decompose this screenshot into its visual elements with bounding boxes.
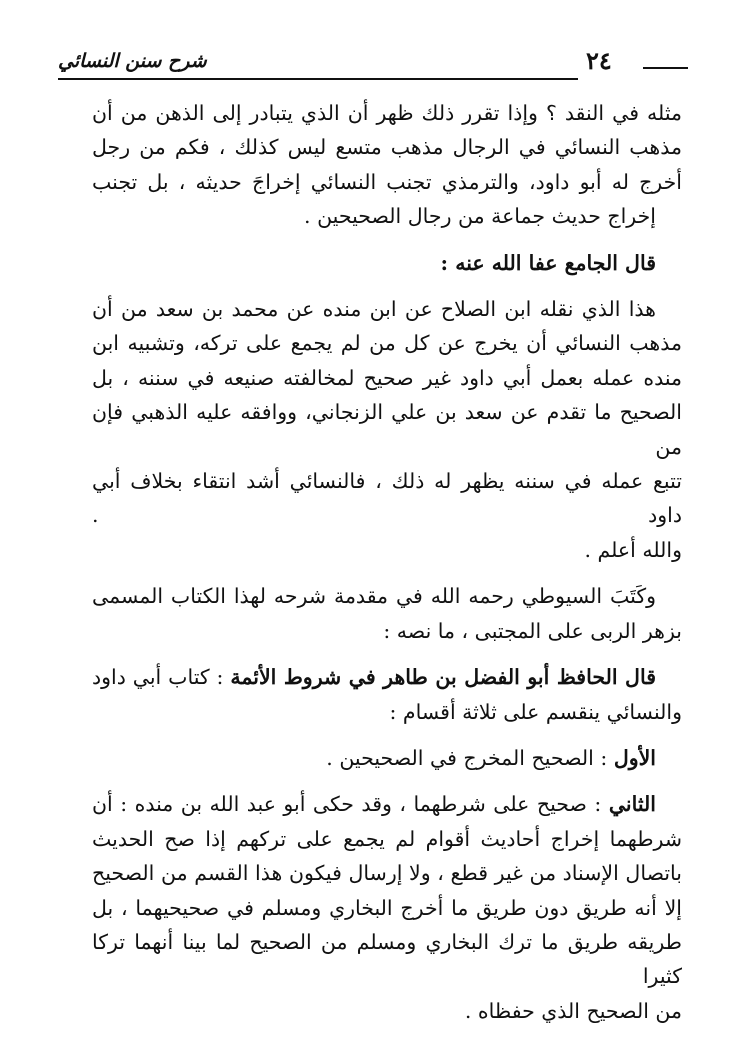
text-line: والله أعلم . bbox=[584, 537, 682, 562]
text-line: باتصال الإسناد من غير قطع ، ولا إرسال فيكون هذا القسم من الصحيح bbox=[92, 861, 682, 886]
header-rule bbox=[58, 78, 578, 80]
text-run: : كتاب أبي داود bbox=[92, 665, 224, 690]
section-heading bbox=[92, 246, 682, 280]
bold-lead: الثاني bbox=[608, 792, 656, 817]
bold-lead: قال الحافظ أبو الفضل بن طاهر في شروط الأئمة bbox=[230, 665, 656, 690]
text-run: : صحيح على شرطهما ، وقد حكى أبو عبد الله بن منده : أن bbox=[92, 792, 602, 817]
text-line: مذهب النسائي أن يخرج عن كل من لم يجمع على تركه، وتشبيه ابن bbox=[92, 331, 682, 356]
text-line: منده عمله بعمل أبي داود غير صحيح لمخالفته صنيعه في سننه ، بل bbox=[92, 365, 682, 390]
page-header bbox=[58, 44, 688, 84]
paragraph-2 bbox=[92, 292, 682, 567]
text-line: إلا أنه طريق دون طريق ما أخرج البخاري ومسلم في صحيحيهما ، بل bbox=[92, 895, 682, 920]
running-title: شرح سنن النسائي bbox=[58, 50, 207, 72]
paragraph-3 bbox=[92, 579, 682, 648]
paragraph-5 bbox=[92, 741, 682, 775]
text-run: : الصحيح المخرج في الصحيحين . bbox=[326, 745, 608, 770]
text-line: مثله في النقد ؟ وإذا تقرر ذلك ظهر أن الذي يتبادر إلى الذهن من أن bbox=[92, 101, 682, 125]
paragraph-6 bbox=[92, 787, 682, 1028]
text-line: بزهر الربى على المجتبى ، ما نصه : bbox=[383, 618, 682, 643]
text-line: أخرج له أبو داود، والترمذي تجنب النسائي إخراجَ حديثه ، بل تجنب bbox=[92, 169, 682, 194]
header-rule-short bbox=[643, 67, 688, 69]
text-line bbox=[92, 660, 682, 694]
paragraph-4 bbox=[92, 660, 682, 729]
text-line: مذهب النسائي في الرجال مذهب متسع ليس كذلك ، فكم من رجل bbox=[92, 135, 682, 160]
bold-lead: الأول bbox=[613, 745, 656, 770]
text-line: تتبع عمله في سننه يظهر له ذلك ، فالنسائي أشد انتقاء بخلاف أبي داود . bbox=[92, 469, 682, 528]
text-line: من الصحيح الذي حفظاه . bbox=[464, 998, 682, 1023]
page-body bbox=[92, 96, 682, 1028]
text-line bbox=[92, 741, 682, 775]
text-line: والنسائي ينقسم على ثلاثة أقسام : bbox=[389, 699, 682, 724]
text-line: طريقه طريق ما ترك البخاري ومسلم من الصحيح لما بينا أنهما تركا كثيرا bbox=[92, 929, 682, 989]
page-number: ٢٤ bbox=[586, 46, 612, 75]
text-line: وكَتَبَ السيوطي رحمه الله في مقدمة شرحه لهذا الكتاب المسمى bbox=[92, 584, 656, 609]
text-line: إخراج حديث جماعة من رجال الصحيحين . bbox=[304, 204, 656, 229]
text-line: الصحيح ما تقدم عن سعد بن علي الزنجاني، ووافقه عليه الذهبي فإن من bbox=[92, 400, 682, 459]
text-line: شرطهما إخراج أحاديث أقوام لم يجمع على تركهم إذا صح الحديث bbox=[92, 826, 682, 851]
text-line bbox=[92, 787, 682, 821]
heading-text: قال الجامع عفا الله عنه : bbox=[440, 250, 656, 275]
text-line: هذا الذي نقله ابن الصلاح عن ابن منده عن محمد بن سعد من أن bbox=[92, 297, 656, 322]
paragraph-1 bbox=[92, 96, 682, 234]
